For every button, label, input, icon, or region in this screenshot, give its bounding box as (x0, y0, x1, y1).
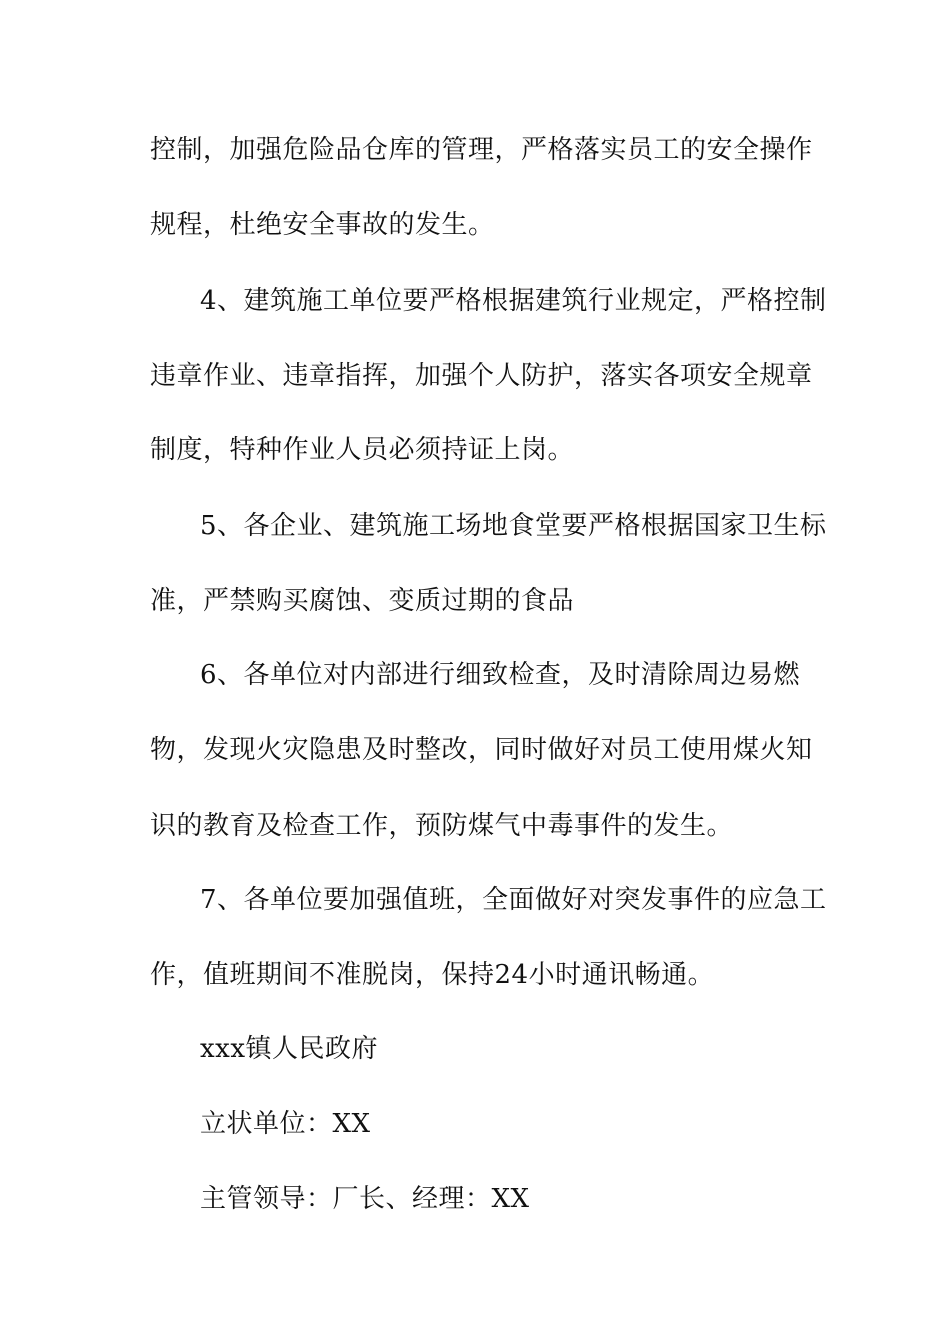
paragraph-line-1: 控制，加强危险品仓库的管理，严格落实员工的安全操作 (150, 135, 813, 165)
signature-organization: xxx镇人民政府 (200, 1034, 378, 1064)
paragraph-line-10: 识的教育及检查工作，预防煤气中毒事件的发生。 (150, 811, 734, 841)
paragraph-line-8: 6、各单位对内部进行细致检查，及时清除周边易燃 (200, 660, 801, 690)
paragraph-line-3: 4、建筑施工单位要严格根据建筑行业规定，严格控制 (200, 286, 827, 316)
supervisor-line: 主管领导：厂长、经理：XX (200, 1184, 530, 1214)
paragraph-line-2: 规程，杜绝安全事故的发生。 (150, 210, 495, 240)
paragraph-line-11: 7、各单位要加强值班，全面做好对突发事件的应急工 (200, 885, 827, 915)
paragraph-line-4: 违章作业、违章指挥，加强个人防护，落实各项安全规章 (150, 361, 813, 391)
paragraph-line-9: 物，发现火灾隐患及时整改，同时做好对员工使用煤火知 (150, 735, 813, 765)
responsible-unit-line: 立状单位：XX (200, 1109, 371, 1139)
paragraph-line-12: 作，值班期间不准脱岗，保持24小时通讯畅通。 (150, 960, 715, 990)
paragraph-line-7: 准，严禁购买腐蚀、变质过期的食品 (150, 586, 575, 616)
paragraph-line-5: 制度，特种作业人员必须持证上岗。 (150, 435, 575, 465)
paragraph-line-6: 5、各企业、建筑施工场地食堂要严格根据国家卫生标 (200, 511, 827, 541)
